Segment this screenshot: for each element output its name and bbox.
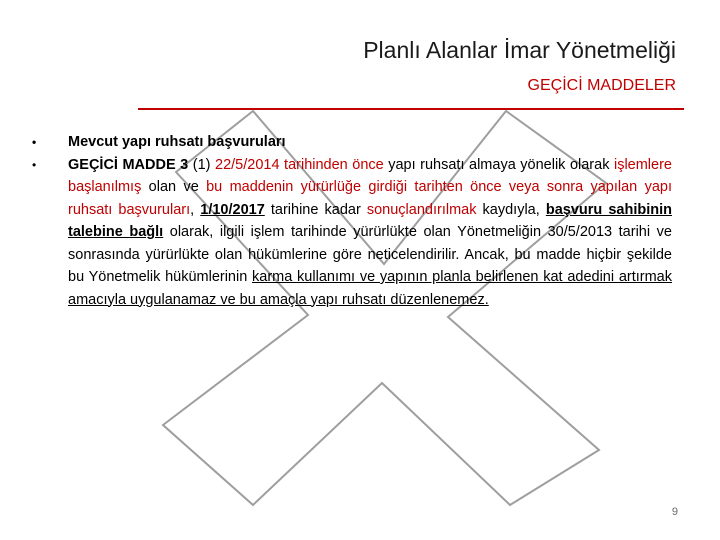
bullet-item-2 — [32, 154, 672, 312]
text-segment: kaydıyla, — [476, 201, 546, 218]
page-number: 9 — [671, 506, 678, 518]
red-text-segment: 22/5/2014 tarihinden önce — [215, 156, 384, 173]
title-underline-rule — [138, 108, 684, 110]
text-segment: olarak, ilgili işlem tarihinde yürürlükte olan Yönetmeliğin 30/5/2013 tarihi ve sonrasında yürürlükte olan hükümlerine göre neticelendirilir. Ancak, bu madde hiçbir şekilde bu Yönetmelik hükümlerinin — [68, 224, 672, 285]
bullet-item-1 — [32, 131, 672, 154]
bullet-list — [32, 131, 672, 311]
bullet-item-1-text: Mevcut yapı ruhsatı başvuruları — [68, 134, 286, 150]
text-segment: yapı ruhsatı almaya yönelik olarak — [383, 156, 614, 173]
madde-label: GEÇİCİ MADDE 3 — [68, 156, 189, 173]
text-segment: olan ve — [141, 179, 207, 195]
bullet-marker: • — [32, 135, 37, 149]
text-segment: (1) — [188, 156, 216, 173]
bullet-marker: • — [32, 157, 37, 172]
text-segment: , — [190, 201, 201, 218]
text-segment: tarihine kadar — [264, 201, 367, 218]
slide-title: Planlı Alanlar İmar Yönetmeliği — [363, 37, 676, 63]
red-text-segment: işlemlere başlanılmış — [68, 156, 672, 195]
underlined-segment: karma kullanımı ve yapının planla belirlenen kat adedini artırmak amacıyla uygulanamaz ve bu amaçla yapı ruhsatı düzenlenemez. — [68, 269, 672, 308]
red-text-segment: sonuçlandırılmak — [366, 201, 477, 218]
red-text-segment: bu maddenin yürürlüğe girdiği tarihten önce veya sonra yapılan yapı ruhsatı başvuruları — [68, 179, 672, 218]
underlined-bold-segment: başvuru sahibinin talebine bağlı — [68, 201, 672, 240]
slide-subtitle: GEÇİCİ MADDELER — [527, 77, 676, 94]
date-underlined: 1/10/2017 — [200, 201, 265, 218]
